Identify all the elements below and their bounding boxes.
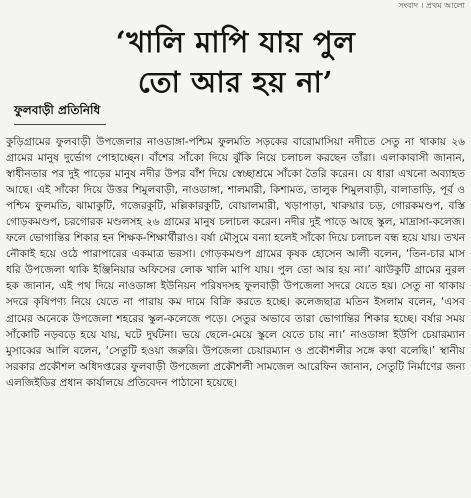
headline [40,22,431,102]
byline-underline [14,124,106,125]
article-body: কুড়িগ্রামের ফুলবাড়ী উপজেলার নাওডাঙ্গা-পশ্চিম ফুলমতি সড়কের বারোমাসিয়া নদীতে সেতু না থাকায় ২৬ গ্রামের মানুষ দুর্ভোগ পোহাচ্ছেন। বাঁশের সাঁকো দিয়ে ঝুঁকি নিয়ে চলাচল করছেন তাঁরা। এলাকাবাসী জানান, স্বাধীনতার পর দুই পাড়ের মানুষ নদীর উপর বাঁশ দিয়ে স্বেচ্ছাশ্রমে সাঁকো তৈরি করেন। যে ধারা এখনো অব্যাহত আছে। এই সাঁকো দিয়ে উত্তর শিমুলবাড়ী, নাওডাঙ্গা, শালমারী, কিশামত, তালুক শিমুলবাড়ী, বালাতাড়ি, পূর্ব ও পশ্চিম ফুলমতি, ঝামাকুটি, গজেরকুটি, মল্লিকারকুটি, বোয়ালমারী, খড়াপাড়া, খারুয়ার চড়, গোরকমণ্ডপ, বস্তি গোড়কমণ্ডপ, চরগোরক মণ্ডলসহ ২৬ গ্রামের মানুষ চলাচল করেন। নদীর দুই পাড়ে আছে স্কুল, মাদ্রাসা-কলেজ। ফলে ভোগান্তির শিকার হন শিক্ষক-শিক্ষার্থীরাও। বর্ষা মৌসুমে বন্যা হলেই সাঁকো দিয়ে চলাচল বন্ধ হয়ে যায়। তখন নৌকাই হয়ে ওঠে পারাপারের একমাত্র ভরসা। গোড়কমণ্ডপ গ্রামের কৃষক হোসেন আলী বলেন, ‘তিন-চার মাস ধরি উপজেলা থাকি ইঞ্জিনিয়ার অফিসের লোক খালি মাপি যায়। পুল তো আর হয় না।’ ঝাউকুটি গ্রামের নুরল হক জানান, এই পথ দিয়ে নাওডাঙ্গা ইউনিয়ন পরিষদসহ ফুলবাড়ী উপজেলা সদরে যেতে হয়। সেতু না থাকায় সদরে কৃষিপণ্য নিয়ে যেতে না পারায় কম দামে বিক্রি করতে হচ্ছে। কলেজছাত্র মতিন ইসলাম বলেন, ‘এসব গ্রামের অনেকে উপজেলা শহরের স্কুল-কলেজে পড়ে। সেতুর অভাবে তারা ভোগান্তির শিকার হচ্ছে। বর্ষার সময় সাঁকোটি নড়বড়ে হয়ে যায়, ঘটে দুর্ঘটনা। ভয়ে ছেলে-মেয়ে স্কুলে যেতে চায় না।’ নাওডাঙ্গা ইউপি চেয়ারম্যান মুসাব্বের আলি বলেন, ‘সেতুটি হওয়া জরুরি। উপজেলা চেয়ারম্যান ও প্রকৌশলীর সঙ্গে কথা বলেছি।’ স্থানীয় সরকার প্রকৌশল অধিদপ্তরের ফুলবাড়ী উপজেলা প্রকৌশলী সামজেল আরেফিন জানান, সেতুটি নির্মাণের জন্য এলজিইডির প্রধান কার্যালয়ে প্রতিবেদন পাঠানো হয়েছে। [6,136,465,389]
byline-block [14,102,114,125]
headline-line-1: ‘খালি মাপি যায় পুল [115,25,356,59]
masthead-fragment: সংবাদ । প্রথম আলো [398,1,465,10]
headline-line-2: তো আর হয় না’ [137,65,334,99]
byline: ফুলবাড়ী প্রতিনিধি [14,103,101,117]
